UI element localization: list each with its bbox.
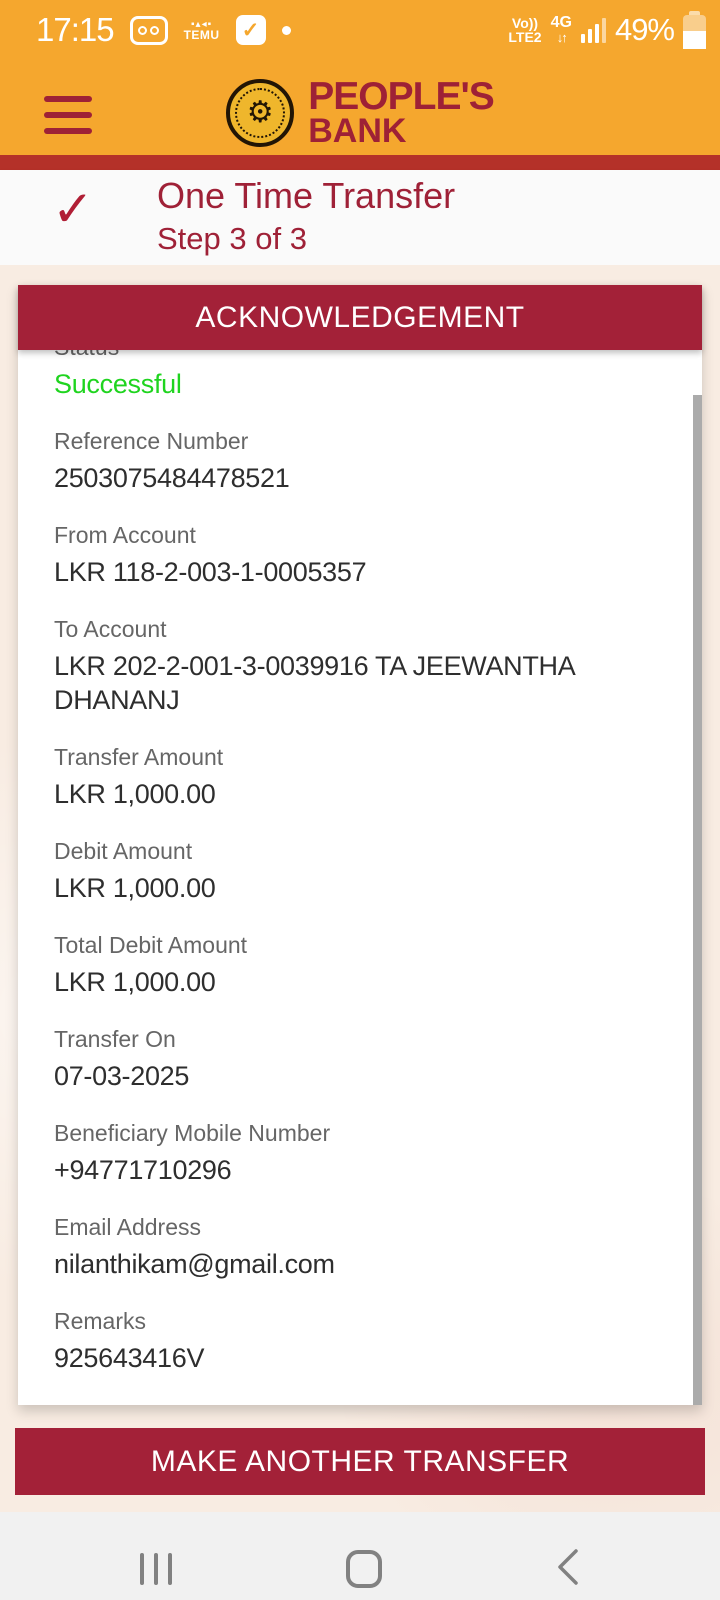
field-value: LKR 118-2-003-1-0005357 [54,557,367,587]
field-label: Email Address [54,1214,202,1240]
field-label: Transfer On [54,1026,176,1052]
status-bar-right [508,11,706,49]
recents-icon[interactable] [140,1527,172,1585]
bank-emblem-icon [226,79,294,147]
home-icon[interactable] [346,1550,382,1588]
field-to-account [54,616,662,717]
gear-icon: ⚙ [246,95,274,129]
header-divider [0,155,720,170]
card-title: ACKNOWLEDGEMENT [18,285,702,350]
checkbox-notification-icon: ✓ [236,15,266,45]
battery-icon [683,11,706,49]
field-value: +94771710296 [54,1155,232,1185]
voice-recorder-icon [130,16,168,45]
bank-logo [0,70,720,155]
field-reference-number [54,428,662,495]
step-indicator: Step 3 of 3 [157,221,307,256]
field-label: From Account [54,522,196,548]
field-value: LKR 1,000.00 [54,779,216,809]
field-value: 925643416V [54,1343,205,1373]
field-label: To Account [54,616,167,642]
field-beneficiary-mobile [54,1120,662,1187]
field-remarks [54,1308,662,1375]
field-label: Remarks [54,1308,147,1334]
back-icon[interactable] [556,1521,580,1592]
field-value: nilanthikam@gmail.com [54,1249,335,1279]
battery-percent-text: 49% [614,12,674,47]
step-text [157,174,455,259]
card-scroll-area[interactable] [18,334,702,1389]
notification-dot-icon [282,26,291,35]
network-type-indicator [551,15,572,45]
status-bar [0,0,720,60]
field-email-address [54,1214,662,1281]
field-label: Reference Number [54,428,249,454]
field-transfer-amount [54,744,662,811]
page-title: One Time Transfer [157,175,456,216]
bank-name-line1: PEOPLE'S [308,74,494,118]
step-check-icon: ✓ [52,181,94,237]
data-arrows-icon: ↓↑ [556,30,566,45]
step-header [0,170,720,265]
temu-label: TEMU [183,28,220,42]
field-value: LKR 202-2-001-3-0039916 TA JEEWANTHA DHANANJ [54,651,574,715]
scrollbar-thumb[interactable] [693,395,702,1405]
make-another-transfer-button[interactable]: MAKE ANOTHER TRANSFER [15,1428,705,1495]
field-total-debit-amount [54,932,662,999]
app-header [0,60,720,155]
android-nav-bar [0,1512,720,1600]
volte-line2: LTE2 [508,29,542,45]
field-value: 07-03-2025 [54,1061,190,1091]
signal-strength-icon [581,18,606,43]
temu-glyphs: ▪▴◂▪ [191,19,213,30]
acknowledgement-card [18,285,702,1405]
bank-name-line2: BANK [308,111,407,150]
status-value: Successful [54,369,182,399]
field-label: Total Debit Amount [54,932,248,958]
field-value: LKR 1,000.00 [54,873,216,903]
field-value: 2503075484478521 [54,463,290,493]
volte-indicator [508,16,541,44]
field-value: LKR 1,000.00 [54,967,216,997]
clock-text: 17:15 [36,11,114,48]
field-label: Beneficiary Mobile Number [54,1120,331,1146]
field-from-account [54,522,662,589]
bank-wordmark [308,74,494,150]
network-type-text: 4G [550,14,572,31]
field-debit-amount [54,838,662,905]
temu-notification-icon [184,19,220,41]
field-label: Transfer Amount [54,744,224,770]
field-transfer-on [54,1026,662,1093]
volte-line1: Vo)) [511,15,539,31]
status-bar-left [36,11,291,49]
field-label: Debit Amount [54,838,193,864]
